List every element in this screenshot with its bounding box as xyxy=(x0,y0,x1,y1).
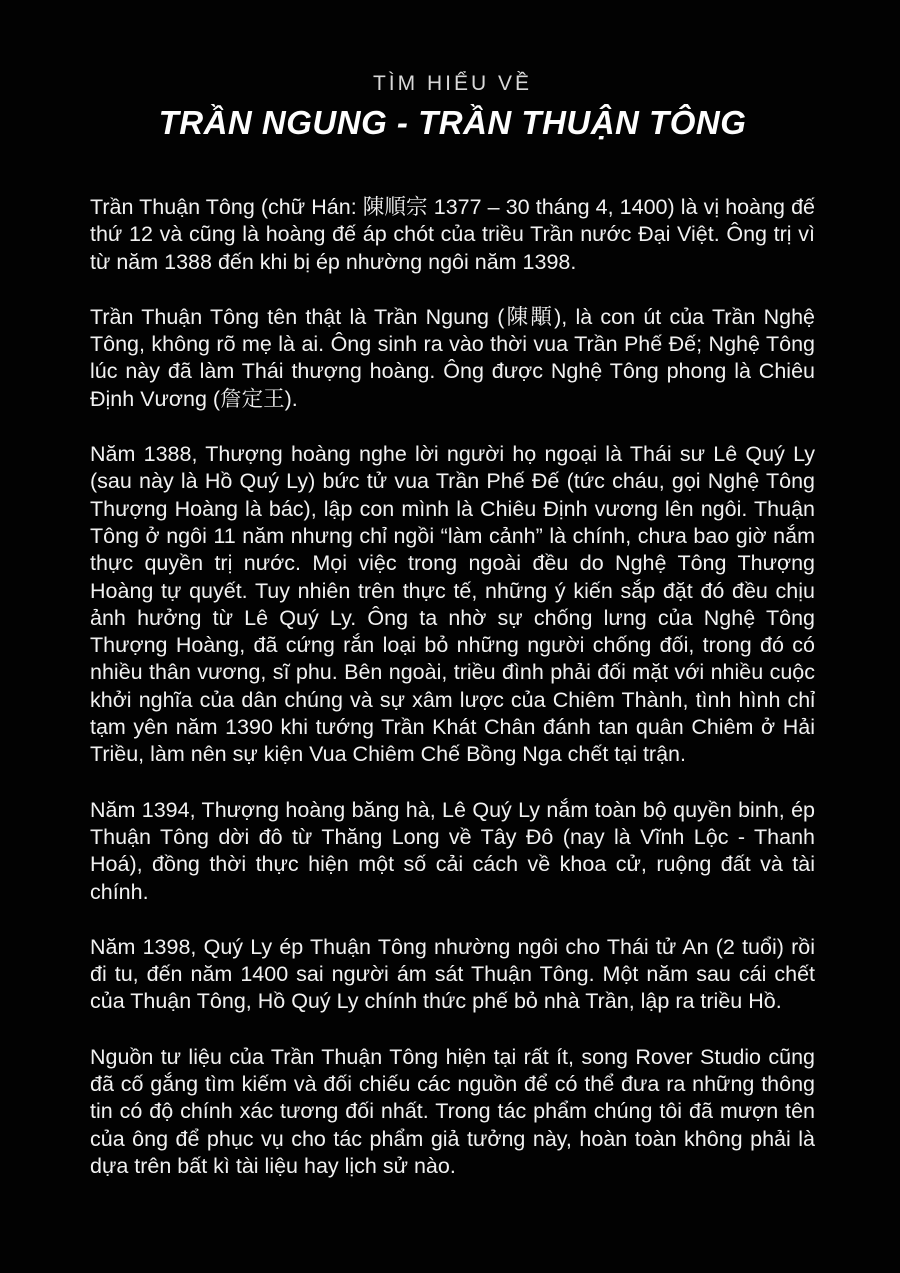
kicker-text: TÌM HIỂU VỀ xyxy=(372,72,532,95)
paragraph-year-1394: Năm 1394, Thượng hoàng băng hà, Lê Quý Ly nắm toàn bộ quyền binh, ép Thuận Tông dời đô từ Thăng Long về Tây Đô (nay là Vĩnh Lộc - Thanh Hoá), đồng thời thực hiện một số cải cách về khoa cử, ruộng đất và tài chính. xyxy=(90,797,815,904)
paragraph-origin: Trần Thuận Tông tên thật là Trần Ngung (陳顒), là con út của Trần Nghệ Tông, không rõ mẹ là ai. Ông sinh ra vào thời vua Trần Phế Đế; Nghệ Tông lúc này đã làm Thái thượng hoàng. Ông được Nghệ Tông phong là Chiêu Định Vương (詹定王). xyxy=(90,304,815,411)
paragraph-intro: Trần Thuận Tông (chữ Hán: 陳順宗 1377 – 30 tháng 4, 1400) là vị hoàng đế thứ 12 và cũng là hoàng đế áp chót của triều Trần nước Đại Việt. Ông trị vì từ năm 1388 đến khi bị ép nhường ngôi năm 1398. xyxy=(90,195,815,274)
paragraph-year-1398: Năm 1398, Quý Ly ép Thuận Tông nhường ngôi cho Thái tử An (2 tuổi) rồi đi tu, đến năm 1400 sai người ám sát Thuận Tông. Một năm sau cái chết của Thuận Tông, Hồ Quý Ly chính thức phế bỏ nhà Trần, lập ra triều Hồ. xyxy=(90,934,815,1014)
paragraph-disclaimer: Nguồn tư liệu của Trần Thuận Tông hiện tại rất ít, song Rover Studio cũng đã cố gắng tìm kiếm và đối chiếu các nguồn để có thể đưa ra những thông tin có độ chính xác tương đối nhất. Trong tác phẩm chúng tôi đã mượn tên của ông để phục vụ cho tác phẩm giả tưởng này, hoàn toàn không phải là dựa trên bất kì tài liệu hay lịch sử nào. xyxy=(90,1044,815,1178)
page-title: TRẦN NGUNG - TRẦN THUẬN TÔNG xyxy=(158,104,747,141)
page-header xyxy=(90,72,815,142)
paragraph-reign-1388: Năm 1388, Thượng hoàng nghe lời người họ ngoại là Thái sư Lê Quý Ly (sau này là Hồ Quý Ly) bức tử vua Trần Phế Đế (tức cháu, gọi Nghệ Tông Thượng Hoàng là bác), lập con mình là Chiêu Định vương lên ngôi. Thuận Tông ở ngôi 11 năm nhưng chỉ ngồi “làm cảnh” là chính, chưa bao giờ nắm thực quyền trị nước. Mọi việc trong ngoài đều do Nghệ Tông Thượng Hoàng tự quyết. Tuy nhiên trên thực tế, những ý kiến sắp đặt đó đều chịu ảnh hưởng từ Lê Quý Ly. Ông ta nhờ sự chống lưng của Nghệ Tông Thượng Hoàng, đã cứng rắn loại bỏ những người chống đối, trong đó có nhiều thân vương, sĩ phu. Bên ngoài, triều đình phải đối mặt với nhiều cuộc khởi nghĩa của dân chúng và sự xâm lược của Chiêm Thành, tình hình chỉ tạm yên năm 1390 khi tướng Trần Khát Chân đánh tan quân Chiêm ở Hải Triều, làm nên sự kiện Vua Chiêm Chế Bồng Nga chết tại trận. xyxy=(90,442,815,767)
article-body xyxy=(90,194,815,1180)
